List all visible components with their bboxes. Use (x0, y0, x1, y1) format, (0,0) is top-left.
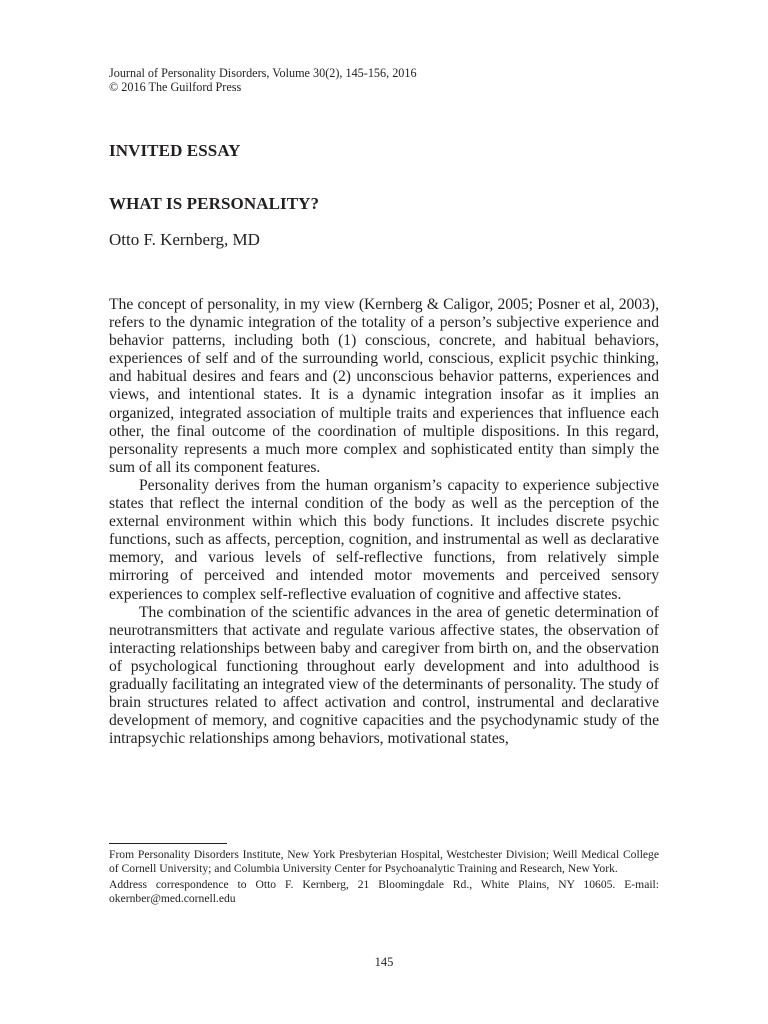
section-label: INVITED ESSAY (109, 141, 241, 160)
journal-header (109, 66, 417, 94)
body-paragraph: Personality derives from the human organism’s capacity to experience subjective states that reflect the internal condition of the body as well as the perception of the external environment within which this body functions. It includes discrete psychic functions, such as affects, perception, cognition, and instrumental as well as declarative memory, and various levels of self-reflective functions, from relatively simple mirroring of perceived and intended motor movements and perceived sensory experiences to complex self-reflective evaluation of cognitive and affective states. (109, 476, 659, 603)
article-title: WHAT IS PERSONALITY? (109, 194, 320, 213)
footnote-divider (109, 843, 227, 844)
article-author: Otto F. Kernberg, MD (109, 230, 260, 249)
journal-copyright: © 2016 The Guilford Press (109, 80, 242, 94)
footnotes (109, 848, 659, 909)
body-paragraph: The concept of personality, in my view (Kernberg & Caligor, 2005; Posner et al, 2003), refers to the dynamic integration of the totality of a person’s subjective experience and behavior patterns, including both (1) conscious, concrete, and habitual behaviors, experiences of self and of the surrounding world, conscious, explicit psychic thinking, and habitual desires and fears and (2) unconscious behavior patterns, experiences and views, and intentional states. It is a dynamic integration insofar as it implies an organized, integrated association of multiple traits and experiences that influence each other, the final outcome of the coordination of multiple dispositions. In this regard, personality represents a much more complex and sophisticated entity than simply the sum of all its component features. (109, 296, 659, 476)
article-page (109, 0, 659, 1024)
journal-citation: Journal of Personality Disorders, Volume 30(2), 145-156, 2016 (109, 66, 417, 80)
body-paragraph: The combination of the scientific advances in the area of genetic determination of neurotransmitters that activate and regulate various affective states, the observation of interacting relationships between baby and caregiver from birth on, and the observation of psychological functioning throughout early development and into adulthood is gradually facilitating an integrated view of the determinants of personality. The study of brain structures related to affect activation and control, instrumental and declarative development of memory, and cognitive capacities and the psychodynamic study of the intrapsychic relationships among behaviors, motivational states, (109, 603, 659, 748)
footnote-affiliation: From Personality Disorders Institute, New York Presbyterian Hospital, Westchester Division; Weill Medical College of Cornell University; and Columbia University Center for Psychoanalytic Training and Research, New York. (109, 848, 659, 875)
page-number: 145 (374, 955, 394, 969)
footnote-correspondence: Address correspondence to Otto F. Kernberg, 21 Bloomingdale Rd., White Plains, NY 10605. E-mail: okernber@med.cornell.edu (109, 878, 659, 906)
article-body (109, 296, 659, 748)
